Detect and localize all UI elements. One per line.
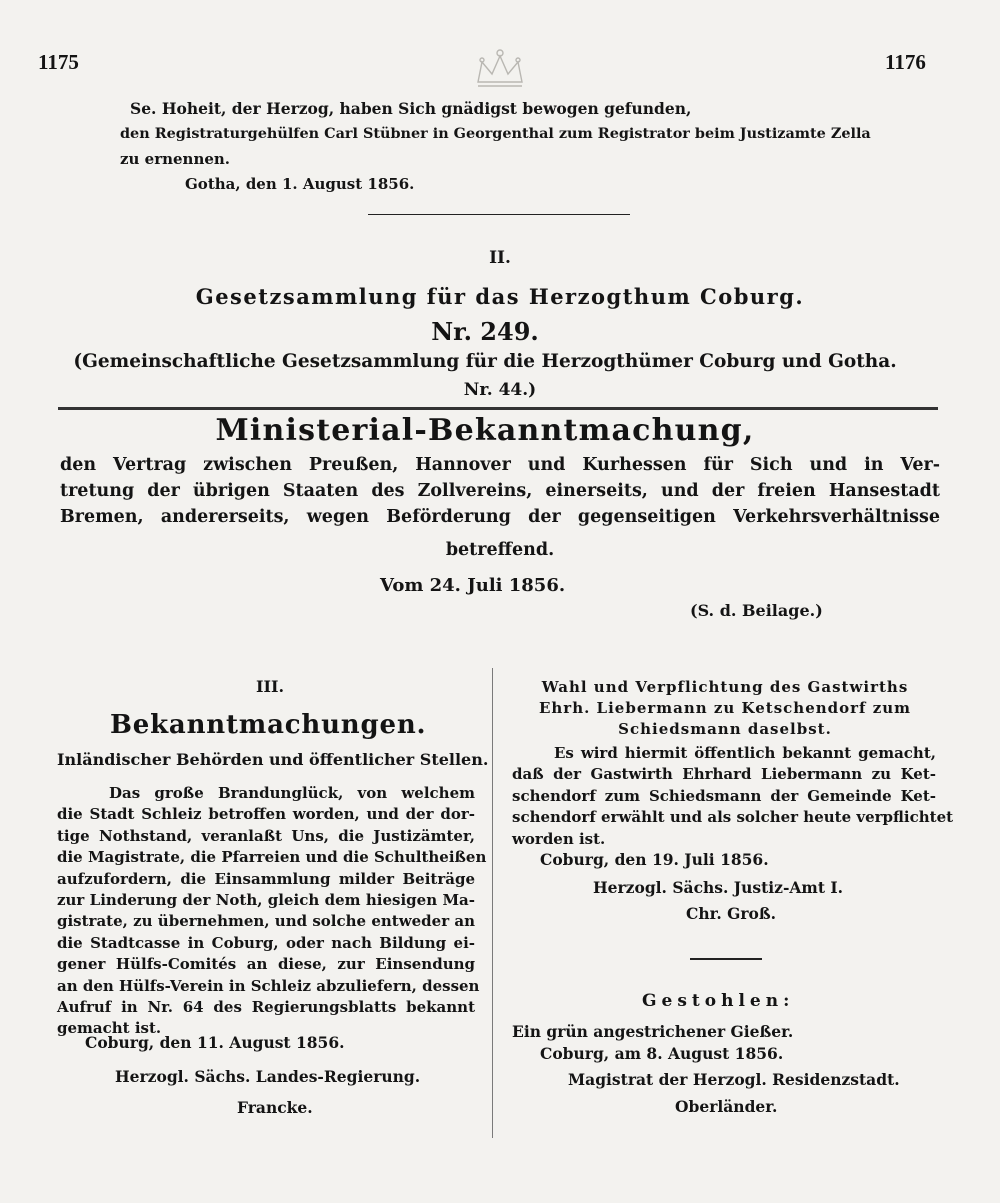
schiedsmann-authority: Herzogl. Sächs. Justiz-Amt I. xyxy=(593,878,844,897)
paragraph-line: Das große Brandunglück, von welchem xyxy=(109,784,475,802)
paragraph-line: die Magistrate, die Pfarreien und die Schultheißen xyxy=(57,848,487,867)
stolen-signature: Oberländer. xyxy=(675,1097,778,1116)
paragraph-line: an den Hülfs-Verein in Schleiz abzuliefern, dessen xyxy=(57,976,480,995)
schiedsmann-signature: Chr. Groß. xyxy=(686,904,777,923)
gazette-title: Gesetzsammlung für das Herzogthum Coburg. xyxy=(195,284,805,309)
paragraph-line: daß der Gastwirth Ehrhard Liebermann zu Ket- xyxy=(512,765,936,784)
schiedsmann-paragraph xyxy=(512,743,954,850)
ministerial-date: Vom 24. Juli 1856. xyxy=(380,575,566,596)
schiedsmann-title-line: Ehrh. Liebermann zu Ketschendorf zum xyxy=(538,699,912,717)
stolen-item: Ein grün angestrichener Gießer. xyxy=(512,1022,794,1041)
section-numeral-iii: III. xyxy=(255,677,285,696)
paragraph-line: schendorf zum Schiedsmann der Gemeinde Ket- xyxy=(512,786,936,805)
ministerial-body xyxy=(60,452,940,530)
paragraph-line: gener Hülfs-Comités an diese, zur Einsendung xyxy=(57,955,475,974)
section-iii-heading: Bekanntmachungen. xyxy=(110,710,427,740)
ministerial-line: tretung der übrigen Staaten des Zollvereins, einerseits, und der freien Hansestadt xyxy=(60,481,940,501)
crown-emblem-icon xyxy=(470,48,530,92)
ministerial-line: Bremen, andererseits, wegen Beförderung der gegenseitigen Verkehrsverhältnisse xyxy=(60,507,940,527)
page-number-left: 1175 xyxy=(38,50,79,74)
ministerial-last-line: betreffend. xyxy=(445,540,555,560)
paragraph-line: zur Linderung der Noth, gleich dem hiesigen Ma- xyxy=(57,890,475,909)
page-number-right: 1176 xyxy=(885,50,926,74)
stolen-heading: Gestohlen: xyxy=(642,991,795,1011)
fire-appeal-signature: Francke. xyxy=(237,1098,313,1117)
appointment-line-3: zu ernennen. xyxy=(120,150,231,168)
ministerial-line: den Vertrag zwischen Preußen, Hannover und Kurhessen für Sich und in Ver- xyxy=(60,455,940,475)
fire-appeal-authority: Herzogl. Sächs. Landes-Regierung. xyxy=(115,1067,421,1086)
schiedsmann-title xyxy=(505,677,945,740)
divider-short xyxy=(368,214,630,215)
paragraph-line: Es wird hiermit öffentlich bekannt gemacht, xyxy=(554,744,936,762)
joint-gazette-title: (Gemeinschaftliche Gesetzsammlung für die Herzogthümer Coburg und Gotha. xyxy=(73,351,897,372)
paragraph-line: schendorf erwählt und als solcher heute verpflichtet xyxy=(512,808,954,827)
appointment-line-2: den Registraturgehülfen Carl Stübner in Georgenthal zum Registrator beim Justizamte Zella xyxy=(120,125,871,142)
paragraph-line: gistrate, zu übernehmen, und solche entweder an xyxy=(57,912,475,931)
divider-dash xyxy=(690,958,762,960)
schiedsmann-title-line: Wahl und Verpflichtung des Gastwirths xyxy=(541,678,909,696)
section-numeral-ii: II. xyxy=(489,248,511,268)
paragraph-line: die Stadtcasse in Coburg, oder nach Bildung ei- xyxy=(57,933,475,952)
gazette-number: Nr. 249. xyxy=(431,317,539,346)
ministerial-heading: Ministerial-Bekanntmachung, xyxy=(215,413,755,448)
fire-appeal-paragraph xyxy=(57,783,487,1040)
section-iii-subheading: Inländischer Behörden und öffentlicher Stellen. xyxy=(57,750,489,769)
divider-thick xyxy=(58,407,938,410)
joint-gazette-number: Nr. 44.) xyxy=(463,380,537,400)
stolen-authority: Magistrat der Herzogl. Residenzstadt. xyxy=(568,1070,900,1089)
stolen-date: Coburg, am 8. August 1856. xyxy=(540,1044,784,1063)
paragraph-last-line: worden ist. xyxy=(512,829,606,848)
paragraph-line: die Stadt Schleiz betroffen worden, und der dor- xyxy=(57,805,475,824)
fire-appeal-date: Coburg, den 11. August 1856. xyxy=(85,1033,345,1052)
paragraph-line: aufzufordern, die Einsammlung milder Beiträge xyxy=(57,869,475,888)
appointment-date: Gotha, den 1. August 1856. xyxy=(185,175,415,193)
schiedsmann-title-line: Schiedsmann daselbst. xyxy=(618,720,832,738)
column-divider xyxy=(492,668,493,1138)
paragraph-line: tige Nothstand, veranlaßt Uns, die Justizämter, xyxy=(57,826,475,845)
supplement-note: (S. d. Beilage.) xyxy=(690,601,823,620)
paragraph-line: Aufruf in Nr. 64 des Regierungsblatts bekannt xyxy=(57,997,475,1016)
schiedsmann-date: Coburg, den 19. Juli 1856. xyxy=(540,850,769,869)
appointment-line-1: Se. Hoheit, der Herzog, haben Sich gnädigst bewogen gefunden, xyxy=(130,99,692,118)
paragraph-last-line: gemacht ist. xyxy=(57,1019,162,1038)
